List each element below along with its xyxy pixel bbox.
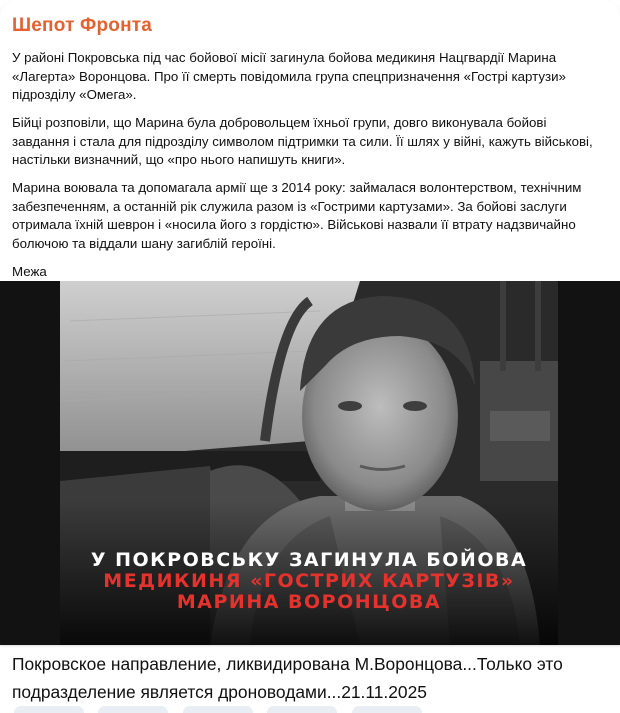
- post-photo[interactable]: [0, 281, 620, 645]
- reaction-pill[interactable]: [267, 706, 337, 713]
- reaction-pill[interactable]: [14, 706, 84, 713]
- post-source: Межа: [12, 263, 47, 279]
- photo-headline-line3: МАРИНА ВОРОНЦОВА: [176, 591, 442, 613]
- photo-headline-line1: У ПОКРОВСЬКУ ЗАГИНУЛА БОЙОВА: [90, 549, 528, 571]
- channel-name[interactable]: Шепот Фронта: [12, 15, 153, 36]
- photo-frame: [60, 281, 558, 645]
- user-caption: Покровское направление, ликвидирована М.Воронцова...Только это подразделение является дроноводами...21.11.2025: [12, 654, 563, 702]
- post-paragraph: Бійці розповіли, що Марина була добровольцем їхньої групи, довго виконувала бойові завдання і стала для підрозділу символом підтримки та сили. Її шлях у війні, кажуть військові, настільки визначний, що «про нього напишуть книги».: [12, 115, 593, 167]
- reactions-bar: [14, 706, 614, 713]
- post-paragraph: Марина воювала та допомагала армії ще з 2014 року: займалася волонтерством, технічним забезпеченням, а останній рік служила разом із «Гострими картузами». За бойові заслуги отримала їхній шеврон і «носила його з гордістю». Військові назвали її втрату надзвичайно болючою та віддали шану загиблій героїні.: [12, 180, 582, 251]
- reaction-pill[interactable]: [183, 706, 253, 713]
- reaction-pill[interactable]: [352, 706, 422, 713]
- photo-headline-line2: МЕДИКИНЯ «ГОСТРИХ КАРТУЗІВ»: [103, 570, 515, 592]
- post-paragraph: У районі Покровська під час бойової місії загинула бойова медикиня Нацгвардії Марина «Лагерта» Воронцова. Про її смерть повідомила група спецпризначення «Гострі картузи» підрозділу «Омега».: [12, 50, 566, 102]
- post-text: [12, 49, 606, 291]
- reaction-pill[interactable]: [98, 706, 168, 713]
